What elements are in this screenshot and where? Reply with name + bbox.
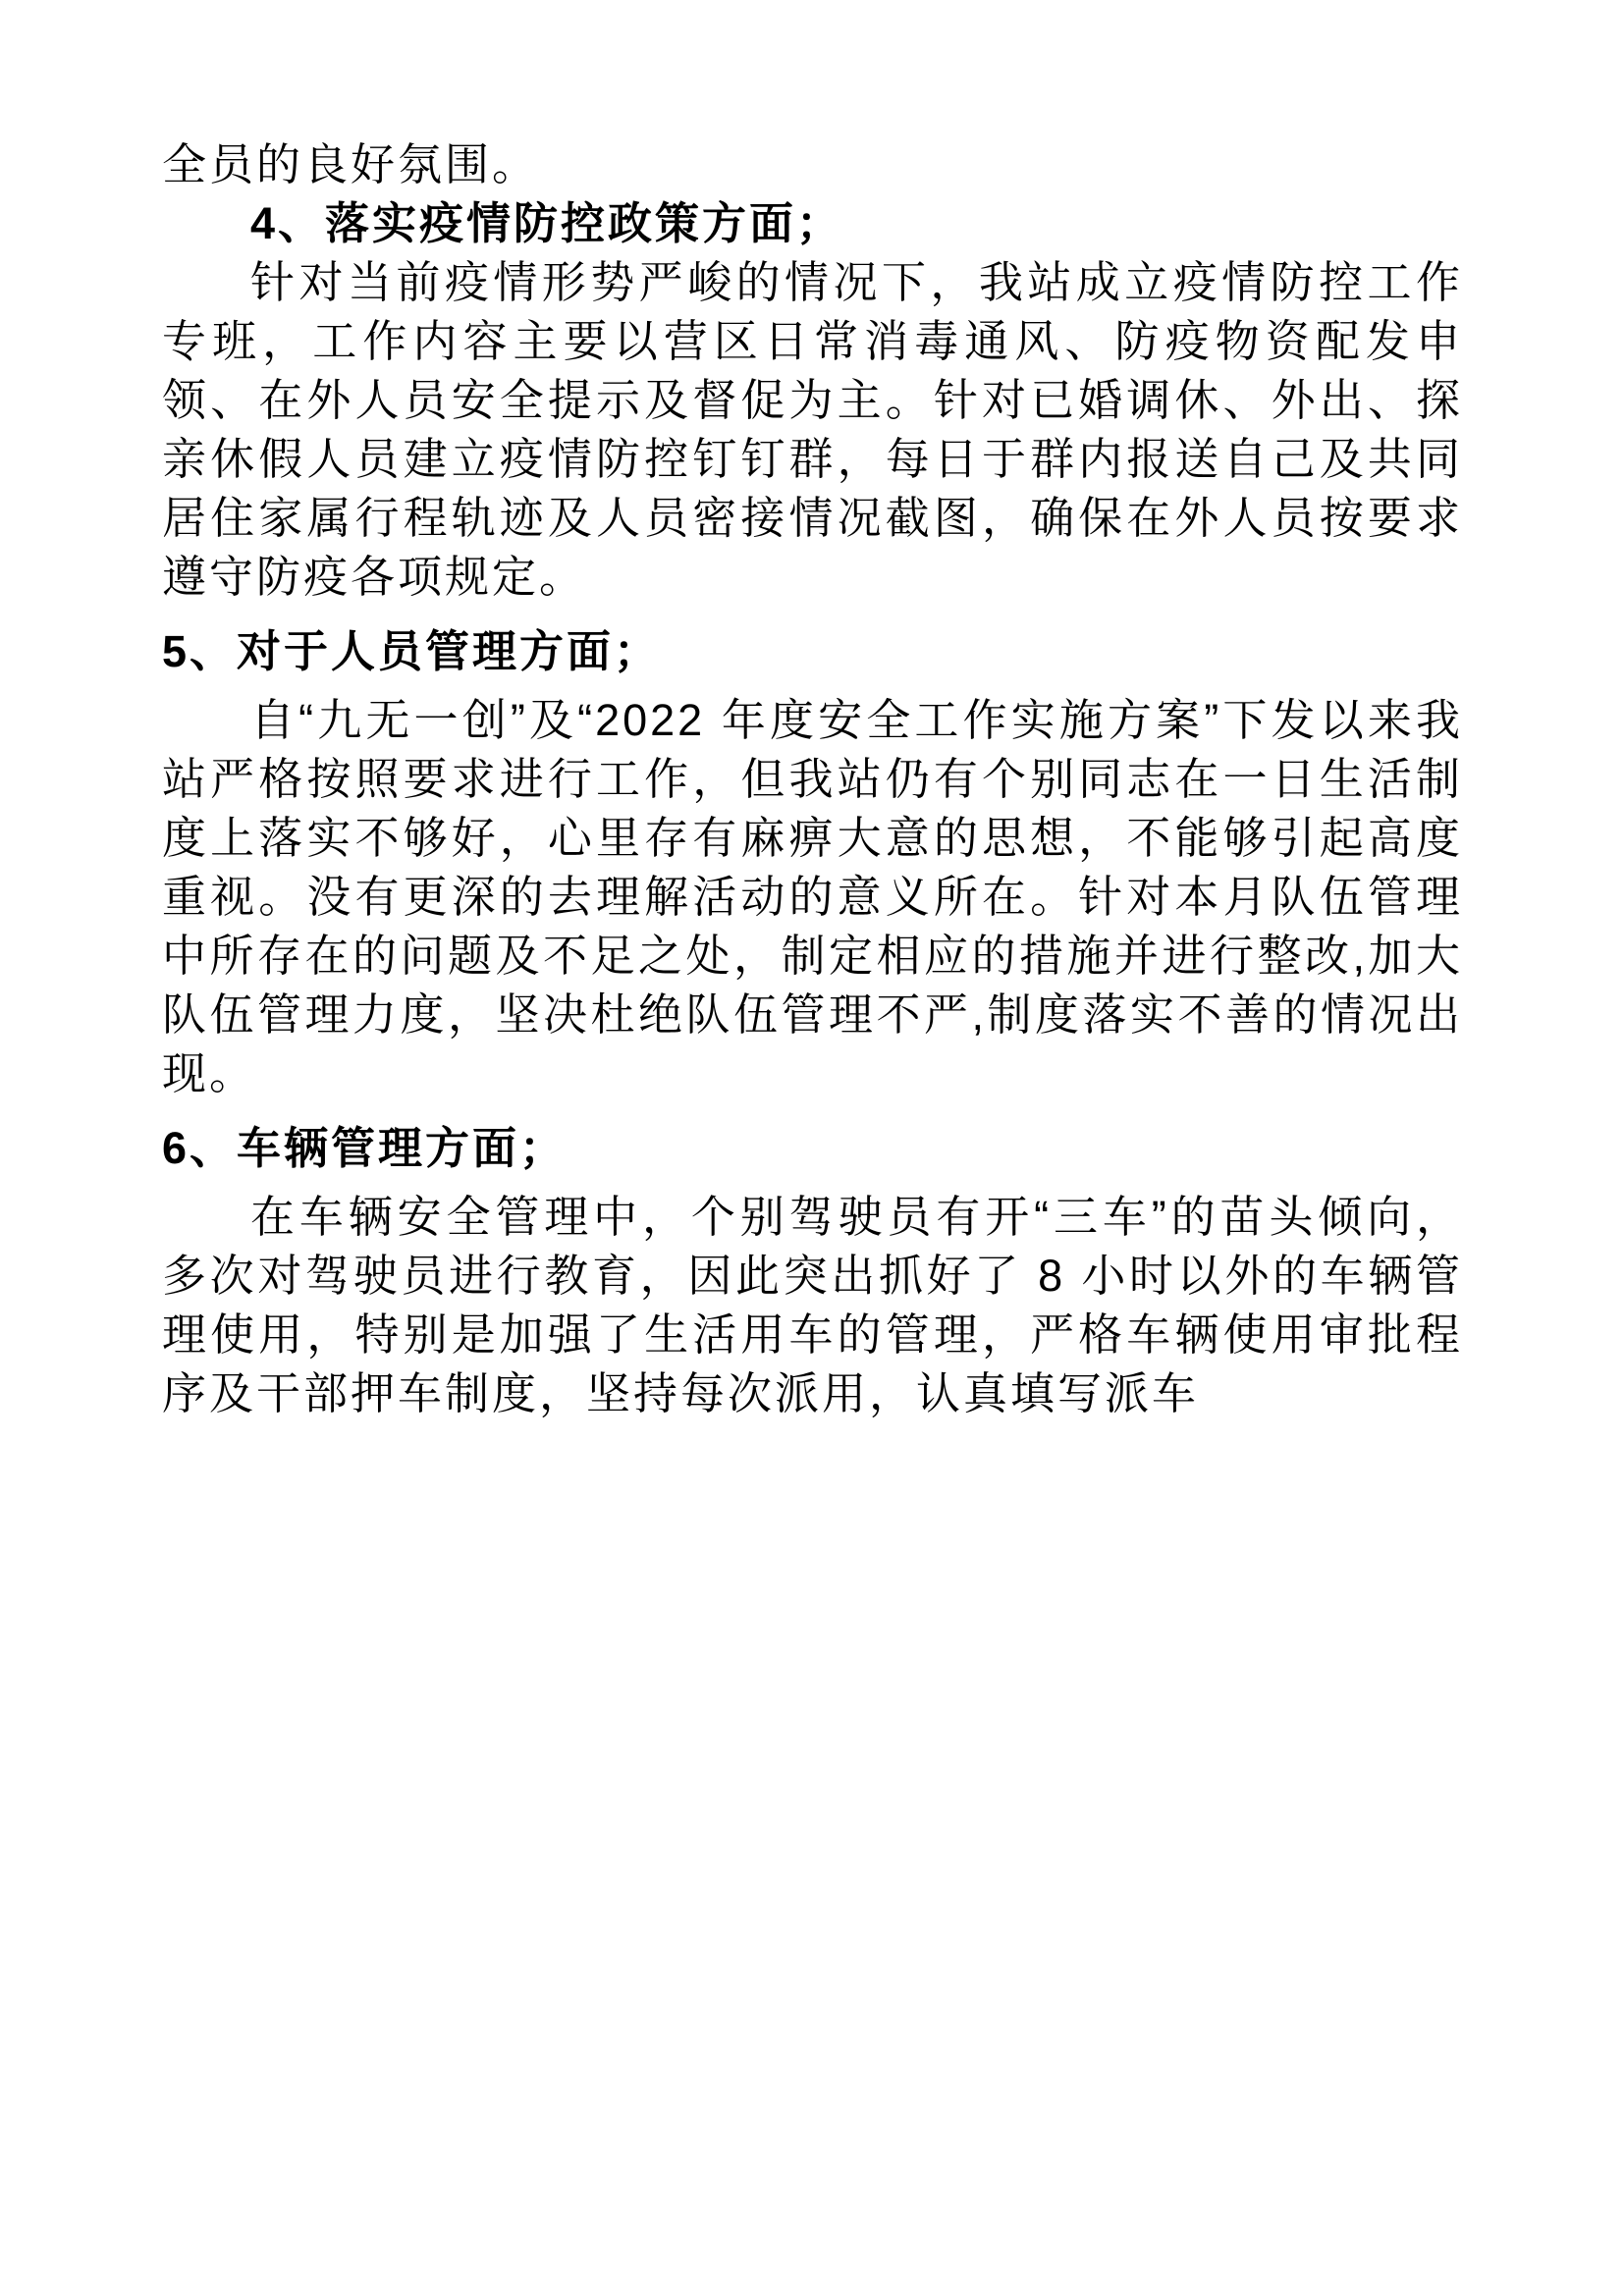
section-5-body: 自“九无一创”及“2022 年度安全工作实施方案”下发以来我站严格按照要求进行工作，但我站仍有个别同志在一日生活制度上落实不够好，心里存有麻痹大意的思想，不能够引起高度重视。没有更深的去理解活动的意义所在。针对本月队伍管理中所存在的问题及不足之处，制定相应的措施并进行整改,加大队伍管理力度，坚决杜绝队伍管理不严,制度落实不善的情况出现。: [162, 695, 1463, 1098]
section-heading-4: 4、落实疫情防控政策方面；: [250, 198, 844, 248]
section-heading-6: 6、车辆管理方面；: [162, 1123, 568, 1173]
section-4-body: 针对当前疫情形势严峻的情况下，我站成立疫情防控工作专班，工作内容主要以营区日常消毒通风、防疫物资配发申领、在外人员安全提示及督促为主。针对已婚调休、外出、探亲休假人员建立疫情防控钉钉群，每日于群内报送自己及共同居住家属行程轨迹及人员密接情况截图，确保在外人员按要求遵守防疫各项规定。: [162, 257, 1463, 602]
section-6-body: 在车辆安全管理中，个别驾驶员有开“三车”的苗头倾向，多次对驾驶员进行教育，因此突出抓好了 8 小时以外的车辆管理使用，特别是加强了生活用车的管理，严格车辆使用审批程序及干部押车制度，坚持每次派用，认真填写派车: [162, 1192, 1463, 1418]
paragraph-continuation: 全员的良好氛围。: [162, 139, 540, 189]
section-heading-5: 5、对于人员管理方面；: [162, 626, 662, 676]
